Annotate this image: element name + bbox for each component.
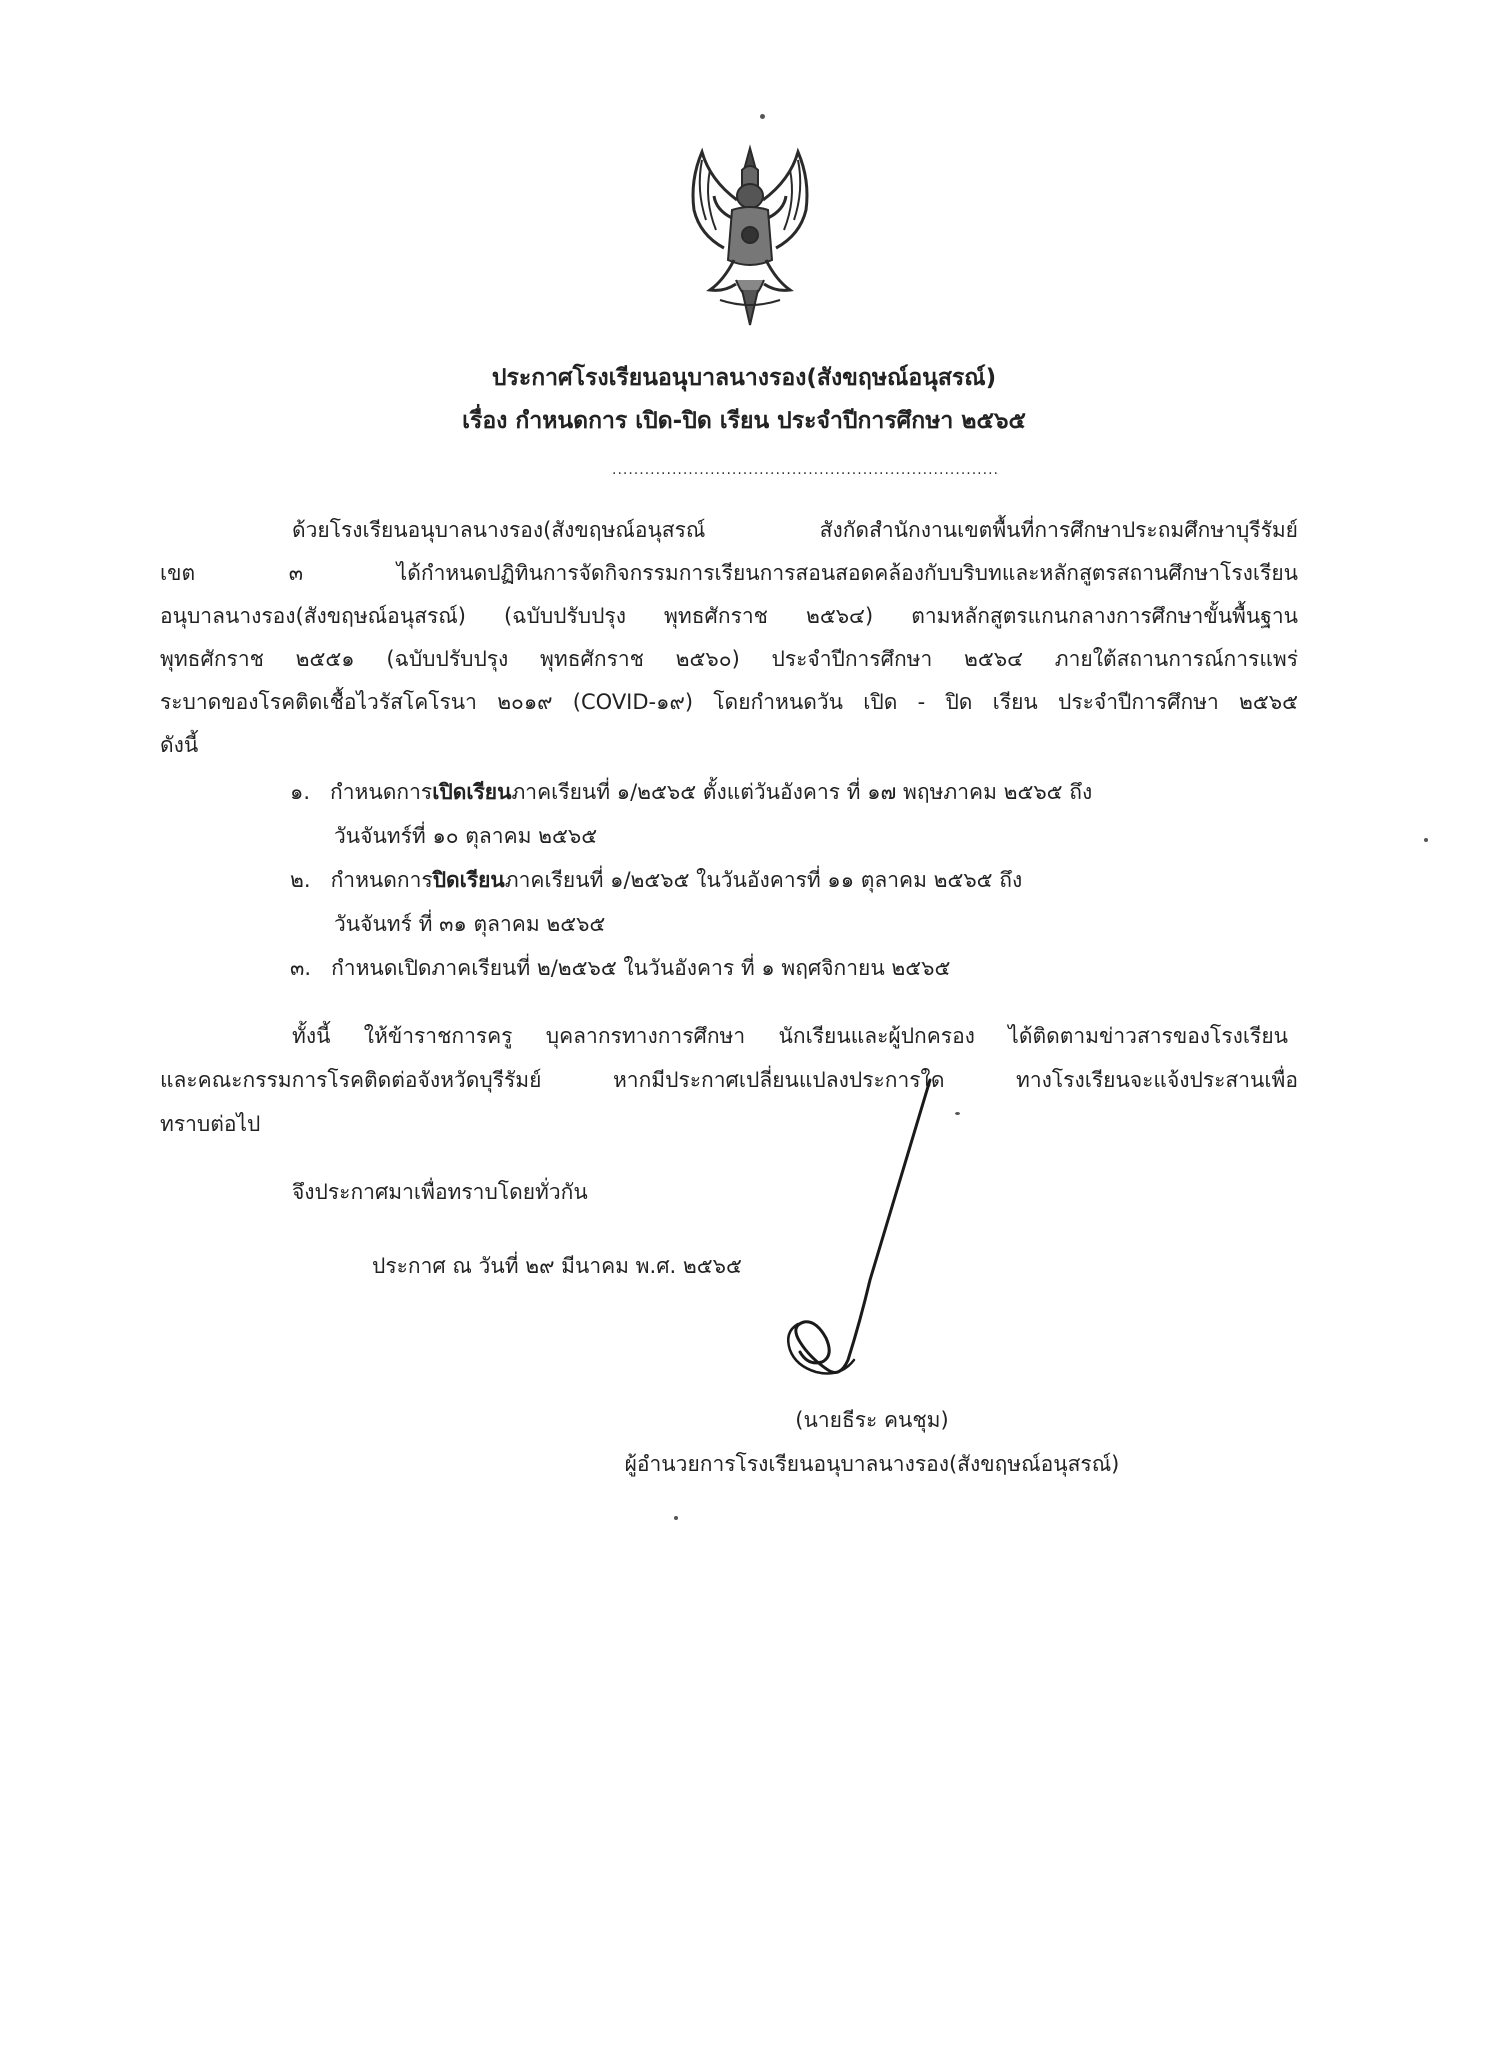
scan-speck [1424, 838, 1428, 842]
scan-speck [955, 1112, 960, 1115]
paragraph-line: ดังนี้ [160, 733, 199, 757]
list-item-continuation: วันจันทร์ที่ ๑๐ ตุลาคม ๒๕๖๕ [334, 824, 598, 848]
list-item-continuation: วันจันทร์ ที่ ๓๑ ตุลาคม ๒๕๖๕ [334, 912, 606, 936]
list-item [290, 952, 950, 985]
separator-line: ....................................................................... [612, 462, 999, 478]
signer-position: ผู้อำนวยการโรงเรียนอนุบาลนางรอง(สังขฤษณ์อนุสรณ์) [624, 1452, 1120, 1476]
list-number: ๓. [290, 956, 312, 980]
handwritten-signature [760, 1060, 960, 1400]
list-item [290, 776, 1092, 809]
garuda-emblem-icon [680, 140, 820, 340]
announcement-subject: เรื่อง กำหนดการ เปิด-ปิด เรียน ประจำปีการศึกษา ๒๕๖๕ [462, 408, 1026, 434]
list-suffix: ภาคเรียนที่ ๑/๒๕๖๕ ตั้งแต่วันอังคาร ที่ ๑๗ พฤษภาคม ๒๕๖๕ ถึง [511, 780, 1093, 804]
scan-speck [674, 1516, 678, 1520]
paragraph-line: ทราบต่อไป [160, 1112, 261, 1136]
list-prefix: กำหนดการ [330, 868, 433, 892]
signer-name: (นายธีระ คนชุม) [795, 1408, 949, 1432]
list-number: ๒. [290, 868, 311, 892]
list-item [290, 864, 1022, 897]
list-suffix: ภาคเรียนที่ ๑/๒๕๖๕ ในวันอังคารที่ ๑๑ ตุลาคม ๒๕๖๕ ถึง [504, 868, 1023, 892]
paragraph-line: และคณะกรรมการโรคติดต่อจังหวัดบุรีรัมย์ หากมีประกาศเปลี่ยนแปลงประการใด ทางโรงเรียนจะแจ้งประสานเพื่อ [160, 1068, 1298, 1092]
list-bold: ปิดเรียน [432, 868, 505, 892]
list-bold: เปิดเรียน [432, 780, 512, 804]
paragraph-line: อนุบาลนางรอง(สังขฤษณ์อนุสรณ์) (ฉบับปรับปรุง พุทธศักราช ๒๕๖๔) ตามหลักสูตรแกนกลางการศึกษาขั้นพื้นฐาน [160, 604, 1298, 628]
announcement-title: ประกาศโรงเรียนอนุบาลนางรอง(สังขฤษณ์อนุสรณ์) [491, 365, 997, 391]
paragraph-line: ระบาดของโรคติดเชื้อไวรัสโคโรนา ๒๐๑๙ (COVID-๑๙) โดยกำหนดวัน เปิด - ปิด เรียน ประจำปีการศึกษา ๒๕๖๕ [160, 690, 1298, 714]
announce-line: จึงประกาศมาเพื่อทราบโดยทั่วกัน [292, 1180, 588, 1204]
paragraph-line: ทั้งนี้ ให้ข้าราชการครู บุคลากรทางการศึกษา นักเรียนและผู้ปกครอง ได้ติดตามข่าวสารของโรงเรียน [292, 1024, 1288, 1048]
announce-date: ประกาศ ณ วันที่ ๒๙ มีนาคม พ.ศ. ๒๕๖๕ [372, 1254, 742, 1278]
paragraph-line: พุทธศักราช ๒๕๕๑ (ฉบับปรับปรุง พุทธศักราช ๒๕๖๐) ประจำปีการศึกษา ๒๕๖๔ ภายใต้สถานการณ์การแพร่ [160, 647, 1298, 671]
list-number: ๑. [290, 780, 311, 804]
list-prefix: กำหนดเปิดภาคเรียนที่ ๒/๒๕๖๕ ในวันอังคาร ที่ ๑ พฤศจิกายน ๒๕๖๕ [331, 956, 951, 980]
paragraph-line: ด้วยโรงเรียนอนุบาลนางรอง(สังขฤษณ์อนุสรณ์ สังกัดสำนักงานเขตพื้นที่การศึกษาประถมศึกษาบุรีรัมย์ [292, 518, 1298, 542]
paragraph-line: เขต ๓ ได้กำหนดปฏิทินการจัดกิจกรรมการเรียนการสอนสอดคล้องกับบริบทและหลักสูตรสถานศึกษาโรงเรียน [160, 561, 1298, 585]
scan-speck [760, 114, 765, 119]
list-prefix: กำหนดการ [330, 780, 433, 804]
